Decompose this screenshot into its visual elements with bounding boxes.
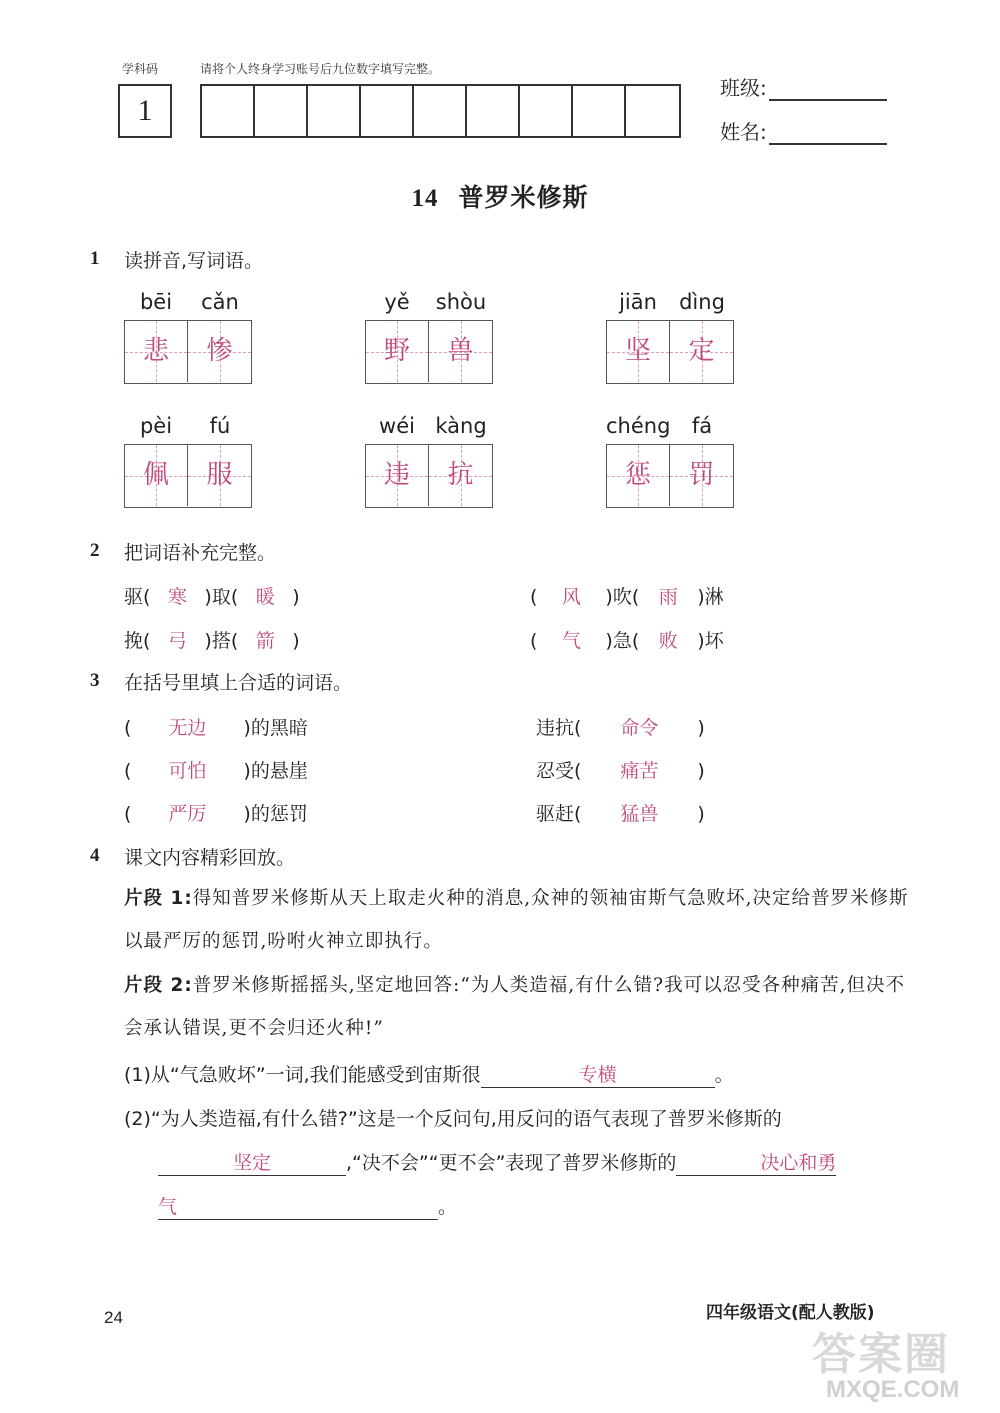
- question-2-text: 把词语补充完整。: [124, 542, 277, 564]
- idiom-fill-item: [124, 582, 300, 609]
- passage-excerpt-1: [124, 877, 914, 963]
- pinyin: fú: [209, 414, 231, 438]
- answer-character: 佩: [142, 460, 169, 490]
- phrase-text: )的悬崖: [243, 760, 308, 782]
- answer-fill[interactable]: 暖: [255, 586, 275, 608]
- phrase-text: )的惩罚: [243, 803, 308, 825]
- tianzige-grid[interactable]: [606, 444, 734, 508]
- phrase-fill-item: [536, 756, 705, 783]
- pinyin: kàng: [435, 414, 487, 438]
- tianzige-grid[interactable]: [124, 320, 252, 384]
- tianzige-grid[interactable]: [365, 320, 493, 384]
- idiom-text: 挽(: [124, 630, 151, 652]
- idiom-text: 驱(: [124, 586, 151, 608]
- answer-blank[interactable]: 决心和勇: [676, 1148, 836, 1176]
- name-label: 姓名:: [720, 120, 767, 144]
- question-4-text: 课文内容精彩回放。: [124, 847, 296, 869]
- pinyin: chéng: [606, 414, 671, 438]
- account-digit-box[interactable]: [520, 86, 573, 136]
- phrase-fill-item: [124, 756, 308, 783]
- word-item: [124, 290, 252, 384]
- answer-fill[interactable]: 无边: [168, 717, 207, 739]
- answer-blank[interactable]: 气: [158, 1192, 438, 1220]
- class-input-line[interactable]: [769, 81, 887, 101]
- answer-fill[interactable]: 雨: [658, 586, 678, 608]
- answer-character: 悲: [142, 336, 169, 366]
- pinyin: shòu: [435, 290, 487, 314]
- pinyin: yě: [384, 290, 410, 314]
- word-item: [365, 290, 493, 384]
- idiom-text: ): [292, 586, 300, 608]
- phrase-fill-item: [536, 713, 705, 740]
- idiom-text: )坏: [697, 630, 724, 652]
- account-digit-box[interactable]: [255, 86, 308, 136]
- answer-fill[interactable]: 可怕: [168, 760, 207, 782]
- excerpt-label: 片段 1:: [124, 888, 193, 909]
- lesson-name: 普罗米修斯: [458, 183, 589, 212]
- phrase-text: ): [697, 717, 705, 739]
- lesson-number: 14: [411, 185, 439, 212]
- pinyin: dìng: [679, 290, 725, 314]
- phrase-text: ): [697, 803, 705, 825]
- idiom-text: )搭(: [204, 630, 239, 652]
- tianzige-grid[interactable]: [606, 320, 734, 384]
- answer-character: 兽: [447, 336, 474, 366]
- question-1-text: 读拼音,写词语。: [124, 250, 264, 272]
- question-3-number: 3: [90, 670, 100, 691]
- answer-character: 坚: [624, 336, 651, 366]
- subject-code-box: 1: [118, 84, 172, 138]
- answer-fill[interactable]: 严厉: [168, 803, 207, 825]
- answer-fill[interactable]: 气: [561, 630, 581, 652]
- question-1-number: 1: [90, 248, 100, 269]
- idiom-fill-item: [530, 582, 724, 609]
- idiom-fill-item: [530, 626, 724, 653]
- phrase-text: 驱赶(: [536, 803, 582, 825]
- idiom-text: )急(: [605, 630, 640, 652]
- phrase-text: (: [124, 803, 132, 825]
- question-2-number: 2: [90, 540, 100, 561]
- idiom-text: (: [530, 630, 538, 652]
- idiom-text: )取(: [204, 586, 239, 608]
- sub-question-2: [124, 1104, 782, 1131]
- answer-fill[interactable]: 命令: [620, 717, 659, 739]
- answer-character: 违: [383, 460, 410, 490]
- sub-question-text: 。: [714, 1064, 734, 1086]
- phrase-text: ): [697, 760, 705, 782]
- name-input-line[interactable]: [769, 125, 887, 145]
- answer-fill[interactable]: 箭: [255, 630, 275, 652]
- tianzige-grid[interactable]: [365, 444, 493, 508]
- answer-fill[interactable]: 风: [561, 586, 581, 608]
- answer-character: 惨: [206, 336, 233, 366]
- name-field[interactable]: [720, 116, 887, 145]
- answer-character: 野: [383, 336, 410, 366]
- class-field[interactable]: [720, 72, 887, 101]
- answer-fill[interactable]: 猛兽: [620, 803, 659, 825]
- word-item: [365, 414, 493, 508]
- watermark-url: MXQE.COM: [826, 1376, 960, 1403]
- phrase-text: 违抗(: [536, 717, 582, 739]
- class-label: 班级:: [720, 76, 767, 100]
- sub-question-text: (2)“为人类造福,有什么错?”这是一个反问句,用反问的语气表现了普罗米修斯的: [124, 1108, 782, 1130]
- answer-fill[interactable]: 痛苦: [620, 760, 659, 782]
- question-3-text: 在括号里填上合适的词语。: [124, 672, 353, 694]
- phrase-text: )的黑暗: [243, 717, 308, 739]
- idiom-text: )吹(: [605, 586, 640, 608]
- sub-question-2-cont: [158, 1148, 836, 1176]
- account-digit-box[interactable]: [626, 86, 679, 136]
- account-hint: 请将个人终身学习账号后九位数字填写完整。: [200, 62, 441, 76]
- account-digit-box[interactable]: [361, 86, 414, 136]
- answer-blank[interactable]: 专横: [481, 1060, 715, 1088]
- phrase-fill-item: [124, 713, 308, 740]
- idiom-text: (: [530, 586, 538, 608]
- sub-question-2-end: [158, 1192, 457, 1220]
- account-digit-box[interactable]: [414, 86, 467, 136]
- watermark-logo: 答案圈: [812, 1329, 950, 1380]
- excerpt-text: 得知普罗米修斯从天上取走火种的消息,众神的领袖宙斯气急败坏,决定给普罗米修斯以最严厉的惩罚,吩咐火神立即执行。: [124, 888, 909, 952]
- idiom-text: )淋: [697, 586, 724, 608]
- sub-question-text: ,“决不会”“更不会”表现了普罗米修斯的: [346, 1152, 677, 1174]
- sub-question-text: (1)从“气急败坏”一词,我们能感受到宙斯很: [124, 1064, 481, 1086]
- answer-character: 定: [688, 336, 715, 366]
- pinyin: jiān: [619, 290, 657, 314]
- lesson-title: [0, 178, 1000, 214]
- answer-character: 服: [206, 460, 233, 490]
- answer-character: 罚: [688, 460, 715, 490]
- excerpt-label: 片段 2:: [124, 975, 193, 996]
- excerpt-text: 普罗米修斯摇摇头,坚定地回答:“为人类造福,有什么错?我可以忍受各种痛苦,但决不会承认错误,更不会归还火种!”: [124, 975, 905, 1039]
- phrase-fill-item: [124, 799, 308, 826]
- account-digit-box[interactable]: [202, 86, 255, 136]
- answer-character: 惩: [624, 460, 651, 490]
- phrase-text: (: [124, 760, 132, 782]
- phrase-text: (: [124, 717, 132, 739]
- pinyin: bēi: [139, 290, 173, 314]
- account-digit-box[interactable]: [573, 86, 626, 136]
- passage-excerpt-2: [124, 964, 914, 1050]
- account-number-boxes[interactable]: [200, 84, 681, 138]
- pinyin: fá: [691, 414, 713, 438]
- word-item: [124, 414, 252, 508]
- answer-blank[interactable]: 坚定: [158, 1148, 346, 1176]
- answer-character: 抗: [447, 460, 474, 490]
- pinyin: wéi: [379, 414, 415, 438]
- tianzige-grid[interactable]: [124, 444, 252, 508]
- sub-question-1: [124, 1060, 734, 1088]
- answer-fill[interactable]: 寒: [167, 586, 187, 608]
- pinyin: pèi: [139, 414, 173, 438]
- idiom-fill-item: [124, 626, 300, 653]
- phrase-fill-item: [536, 799, 705, 826]
- pinyin: cǎn: [201, 290, 239, 314]
- account-digit-box[interactable]: [467, 86, 520, 136]
- subject-code-label: 学科码: [122, 62, 159, 76]
- word-item: [606, 290, 734, 384]
- question-4-number: 4: [90, 845, 100, 866]
- word-item: [606, 414, 734, 508]
- book-title: 四年级语文(配人教版): [706, 1303, 875, 1323]
- phrase-text: 忍受(: [536, 760, 582, 782]
- answer-fill[interactable]: 败: [658, 630, 678, 652]
- page-number: 24: [104, 1308, 123, 1327]
- sub-question-text: 。: [438, 1196, 458, 1218]
- account-digit-box[interactable]: [308, 86, 361, 136]
- answer-fill[interactable]: 弓: [167, 630, 187, 652]
- idiom-text: ): [292, 630, 300, 652]
